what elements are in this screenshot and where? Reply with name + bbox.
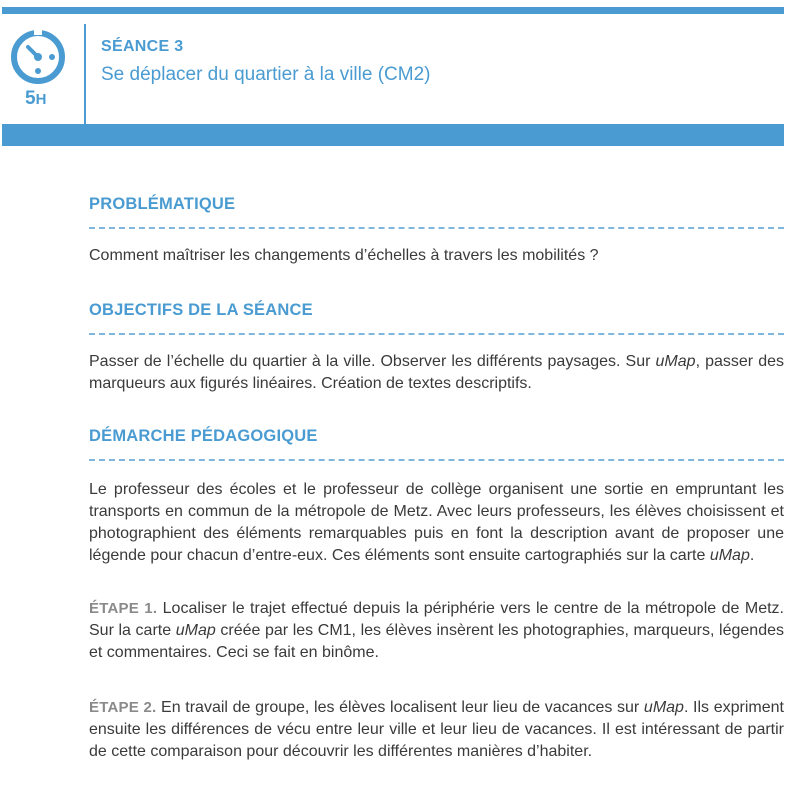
objectifs-text-part1: Passer de l’échelle du quartier à la ville. Observer les différents paysages. Sur (89, 353, 656, 370)
top-rule (2, 7, 784, 14)
objectifs-text-part2: , passer des marqueurs aux figurés linéaires. Création de textes descriptifs. (89, 353, 784, 392)
demarche-step1 (89, 598, 784, 664)
step1-part2: créée par les CM1, les élèves insèrent les photographies, marqueurs, légendes et commentaires. Ceci se fait en binôme. (89, 622, 785, 661)
problematique-divider (89, 227, 784, 229)
demarche-intro-part1: Le professeur des écoles et le professeur de collège organisent une sortie en empruntant les transports en commun de la métropole de Metz. Avec leurs professeurs, les élèves choisissent et photographient des éléments remarquables puis en font la description avant de proposer une légende pour chacun d’entre-eux. Ces éléments sont ensuite cartographiés sur la carte (89, 481, 784, 564)
header-band (2, 124, 784, 146)
demarche-heading: DÉMARCHE PÉDAGOGIQUE (89, 427, 318, 445)
duration-number: 5 (25, 88, 36, 109)
step1-label: ÉTAPE 1. (89, 600, 158, 617)
duration-label (25, 88, 46, 110)
problematique-heading: PROBLÉMATIQUE (89, 195, 236, 213)
objectifs-text (89, 351, 784, 395)
objectifs-heading: OBJECTIFS DE LA SÉANCE (89, 301, 313, 319)
step1-emph: uMap (175, 622, 216, 639)
header-divider (84, 24, 86, 124)
objectifs-text-emph: uMap (655, 353, 696, 370)
objectifs-divider (89, 333, 784, 335)
duration-unit: H (35, 91, 47, 108)
step2-label: ÉTAPE 2. (89, 699, 157, 716)
seance-label: SÉANCE 3 (101, 38, 184, 55)
demarche-intro-part2: . (749, 547, 755, 564)
step2-part1: En travail de groupe, les élèves localisent leur lieu de vacances sur (156, 699, 644, 716)
demarche-divider (89, 459, 784, 461)
demarche-intro-emph: uMap (709, 547, 750, 564)
demarche-intro (89, 479, 784, 567)
problematique-text: Comment maîtriser les changements d’échelles à travers les mobilités ? (89, 247, 599, 264)
step2-emph: uMap (643, 699, 684, 716)
clock-icon (8, 27, 68, 87)
demarche-step2 (89, 697, 784, 763)
step1-part1: Localiser le trajet effectué depuis la périphérie vers le centre de la métropole de Metz. Sur la carte (89, 600, 784, 639)
seance-title: Se déplacer du quartier à la ville (CM2) (101, 64, 431, 85)
step2-part2: . Ils expriment ensuite les différences de vécu entre leur ville et leur lieu de vacances. Il est intéressant de partir de cette comparaison pour découvrir les différentes manières d’habiter. (89, 699, 784, 760)
